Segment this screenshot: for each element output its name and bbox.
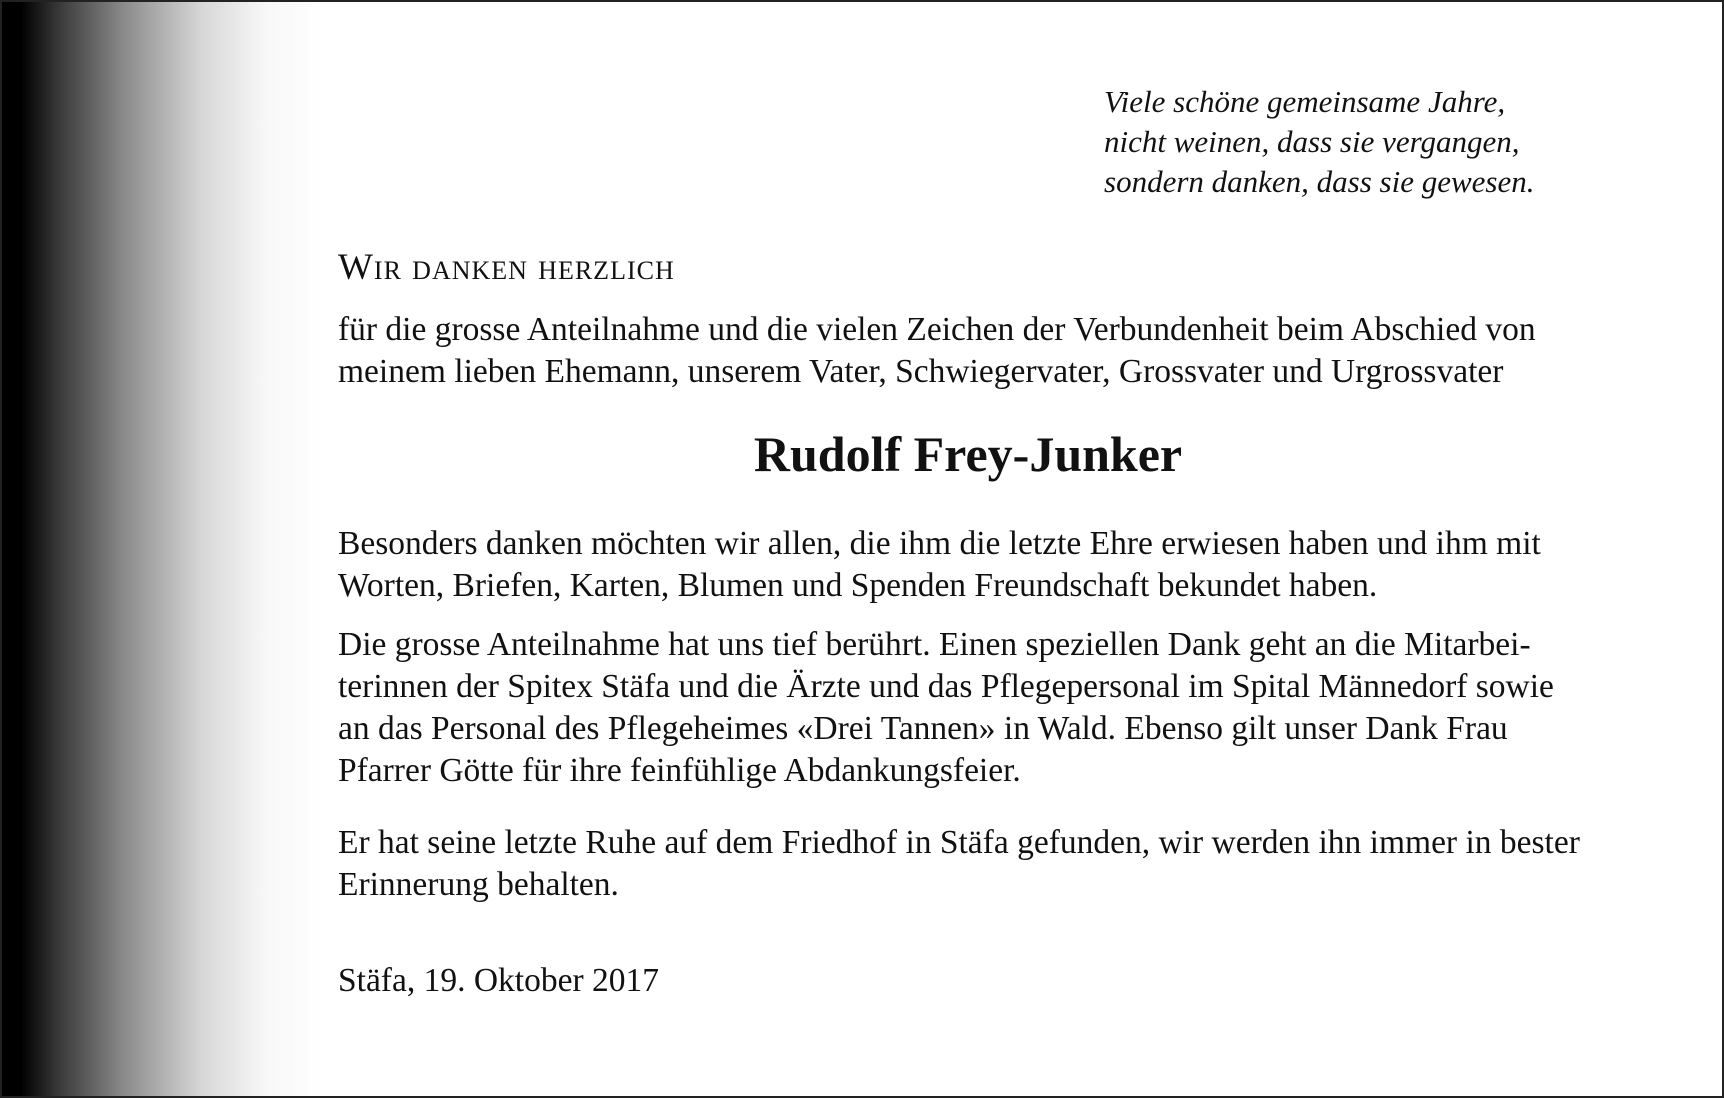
paragraph-line: Pfarrer Götte für ihre feinfühlige Abdankungsfeier. <box>338 752 1021 789</box>
paragraph-line: Er hat seine letzte Ruhe auf dem Friedhof in Stäfa gefunden, wir werden ihn immer in bester <box>338 824 1580 861</box>
paragraph-rest <box>338 822 1598 906</box>
intro-line: für die grosse Anteilnahme und die vielen Zeichen der Verbundenheit beim Abschied von <box>338 311 1536 348</box>
intro-paragraph <box>338 309 1598 393</box>
paragraph-thanks <box>338 523 1598 607</box>
paragraph-line: an das Personal des Pflegeheimes «Drei Tannen» in Wald. Ebenso gilt unser Dank Frau <box>338 710 1508 747</box>
paragraph-line: Erinnerung behalten. <box>338 866 619 903</box>
thanks-heading: Wir danken herzlich <box>338 247 675 288</box>
deceased-name: Rudolf Frey-Junker <box>753 426 1183 482</box>
paragraph-line: terinnen der Spitex Stäfa und die Ärzte und das Pflegepersonal im Spital Männedorf sowie <box>338 668 1554 705</box>
place-and-date: Stäfa, 19. Oktober 2017 <box>338 962 659 999</box>
paragraph-line: Worten, Briefen, Karten, Blumen und Spenden Freundschaft bekundet haben. <box>338 567 1378 604</box>
intro-line: meinem lieben Ehemann, unserem Vater, Schwiegervater, Grossvater und Urgrossvater <box>338 353 1504 390</box>
motto-line: nicht weinen, dass sie vergangen, <box>1104 124 1520 159</box>
paragraph-line: Die grosse Anteilnahme hat uns tief berührt. Einen speziellen Dank geht an die Mitarbei- <box>338 626 1531 663</box>
motto-line: Viele schöne gemeinsame Jahre, <box>1104 84 1506 119</box>
paragraph-line: Besonders danken möchten wir allen, die ihm die letzte Ehre erwiesen haben und ihm mit <box>338 525 1541 562</box>
paragraph-special-thanks <box>338 624 1598 792</box>
left-shadow-gradient <box>2 2 322 1096</box>
motto-quote <box>1104 82 1535 202</box>
motto-line: sondern danken, dass sie gewesen. <box>1104 164 1535 199</box>
